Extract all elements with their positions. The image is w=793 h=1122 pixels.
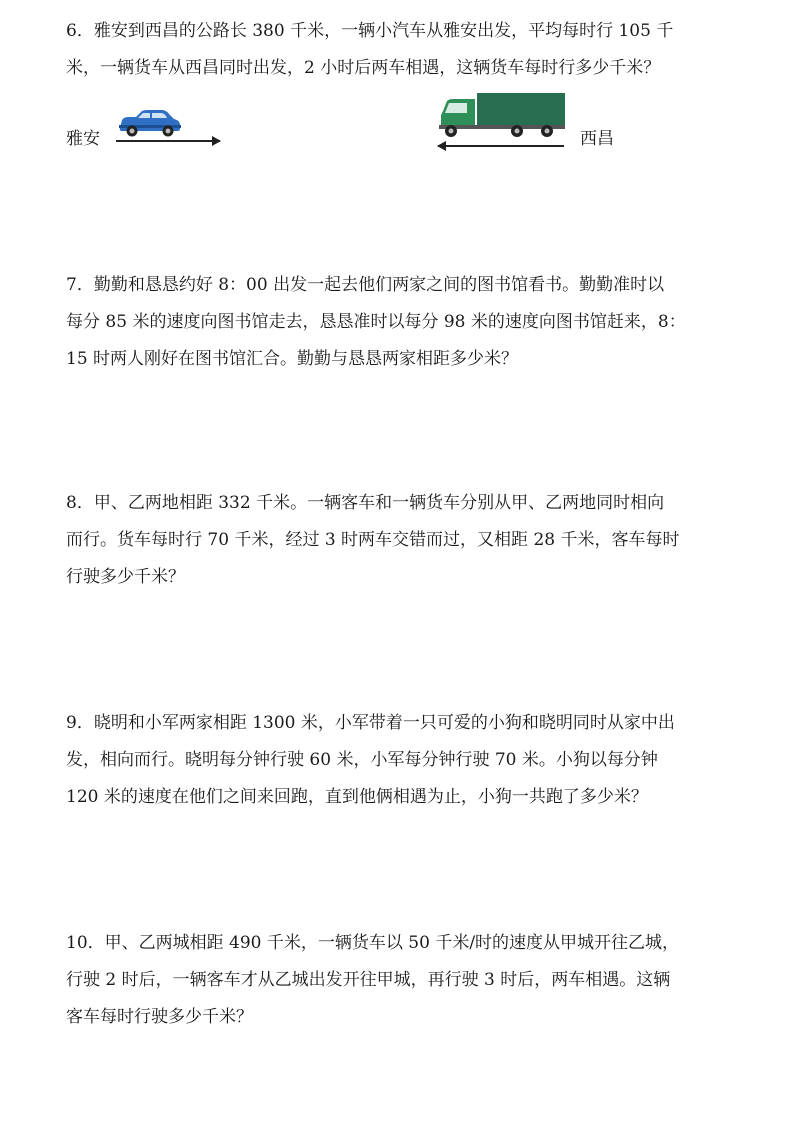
problem-text-line: 7．勤勤和恳恳约好 8：00 出发一起去他们两家之间的图书馆看书。勤勤准时以 <box>66 275 665 295</box>
problem-text-line: 客车每时行驶多少千米？ <box>66 1007 253 1027</box>
place-label-xichang: 西昌 <box>580 129 614 149</box>
car-direction-arrow <box>116 140 220 142</box>
problem-text-line: 120 米的速度在他们之间来回跑，直到他俩相遇为止，小狗一共跑了多少米？ <box>66 787 648 807</box>
place-label-yaan: 雅安 <box>66 129 100 149</box>
problem-text-line: 行驶多少千米？ <box>66 567 185 587</box>
problem-text-line: 米，一辆货车从西昌同时出发，2 小时后两车相遇，这辆货车每时行多少千米？ <box>66 58 661 78</box>
problem-text-line: 而行。货车每时行 70 千米，经过 3 时两车交错而过，又相距 28 千米，客车每时 <box>66 530 680 550</box>
problem-6-figure <box>66 88 734 158</box>
truck-direction-arrow <box>438 145 564 147</box>
problem-7 <box>66 270 734 381</box>
problem-10 <box>66 928 734 1039</box>
problem-6 <box>66 16 734 90</box>
problem-8 <box>66 488 734 599</box>
problem-text-line: 9．晓明和小军两家相距 1300 米，小军带着一只可爱的小狗和晓明同时从家中出 <box>66 713 675 733</box>
problem-text-line: 10．甲、乙两城相距 490 千米，一辆货车以 50 千米/时的速度从甲城开往乙城， <box>66 933 680 953</box>
problem-text-line: 8．甲、乙两地相距 332 千米。一辆客车和一辆货车分别从甲、乙两地同时相向 <box>66 493 665 513</box>
problem-text-line: 15 时两人刚好在图书馆汇合。勤勤与恳恳两家相距多少米？ <box>66 349 519 369</box>
blue-suv-icon <box>116 108 182 138</box>
problem-text-line: 发，相向而行。晓明每分钟行驶 60 米，小军每分钟行驶 70 米。小狗以每分钟 <box>66 750 658 770</box>
green-truck-icon <box>437 91 569 141</box>
problem-text-line: 每分 85 米的速度向图书馆走去，恳恳准时以每分 98 米的速度向图书馆赶来，8： <box>66 312 686 332</box>
problem-text-line: 6．雅安到西昌的公路长 380 千米，一辆小汽车从雅安出发，平均每时行 105 千 <box>66 21 674 41</box>
problem-9 <box>66 708 734 819</box>
problem-text-line: 行驶 2 时后，一辆客车才从乙城出发开往甲城，再行驶 3 时后，两车相遇。这辆 <box>66 970 671 990</box>
